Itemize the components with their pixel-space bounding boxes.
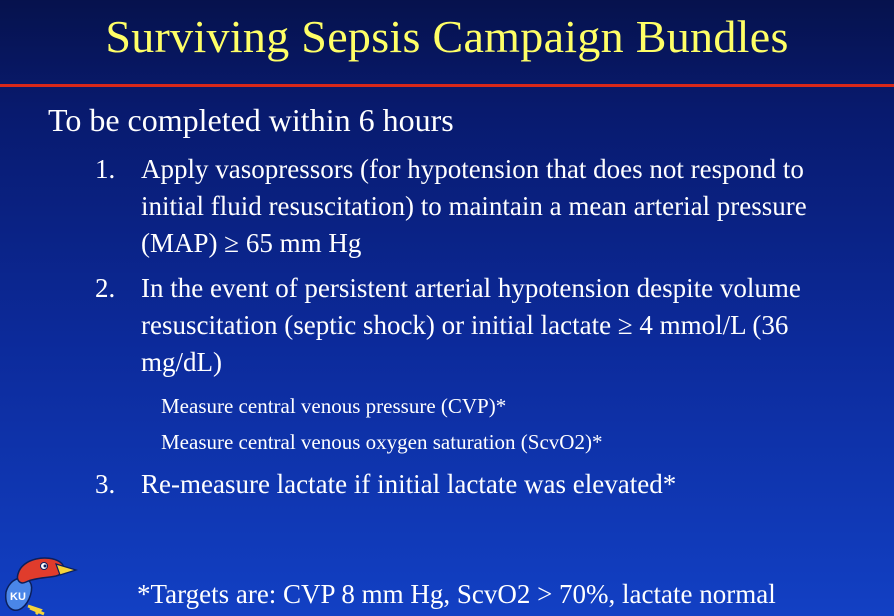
targets-footnote: *Targets are: CVP 8 mm Hg, ScvO2 > 70%, lactate normal [137,579,776,609]
jayhawk-logo-icon [0,548,80,616]
bundle-item-number: 2. [95,273,116,303]
bundle-item-number: 1. [95,154,116,184]
bundle-item-2 [95,270,855,381]
bundle-item-number: 3. [95,469,116,499]
logo-text: KU [10,591,26,603]
slide-title: Surviving Sepsis Campaign Bundles [105,11,789,62]
bundle-subitem-cvp: Measure central venous pressure (CVP)* [161,394,507,418]
bundle-item-text: Re-measure lactate if initial lactate was elevated* [141,469,677,499]
title-divider [0,84,894,87]
slide-subtitle: To be completed within 6 hours [48,102,454,138]
bundle-item-text: Apply vasopressors (for hypotension that does not respond to initial fluid resuscitation) to maintain a mean arterial pressure (MAP) ≥ 65 mm Hg [141,154,807,258]
bundle-item-text: In the event of persistent arterial hypotension despite volume resuscitation (septic shock) or initial lactate ≥ 4 mmol/L (36 mg/dL) [141,273,801,377]
bundle-subitem-scvo2: Measure central venous oxygen saturation (ScvO2)* [161,430,603,454]
bundle-item-3 [95,466,855,503]
bundle-item-1 [95,151,855,262]
